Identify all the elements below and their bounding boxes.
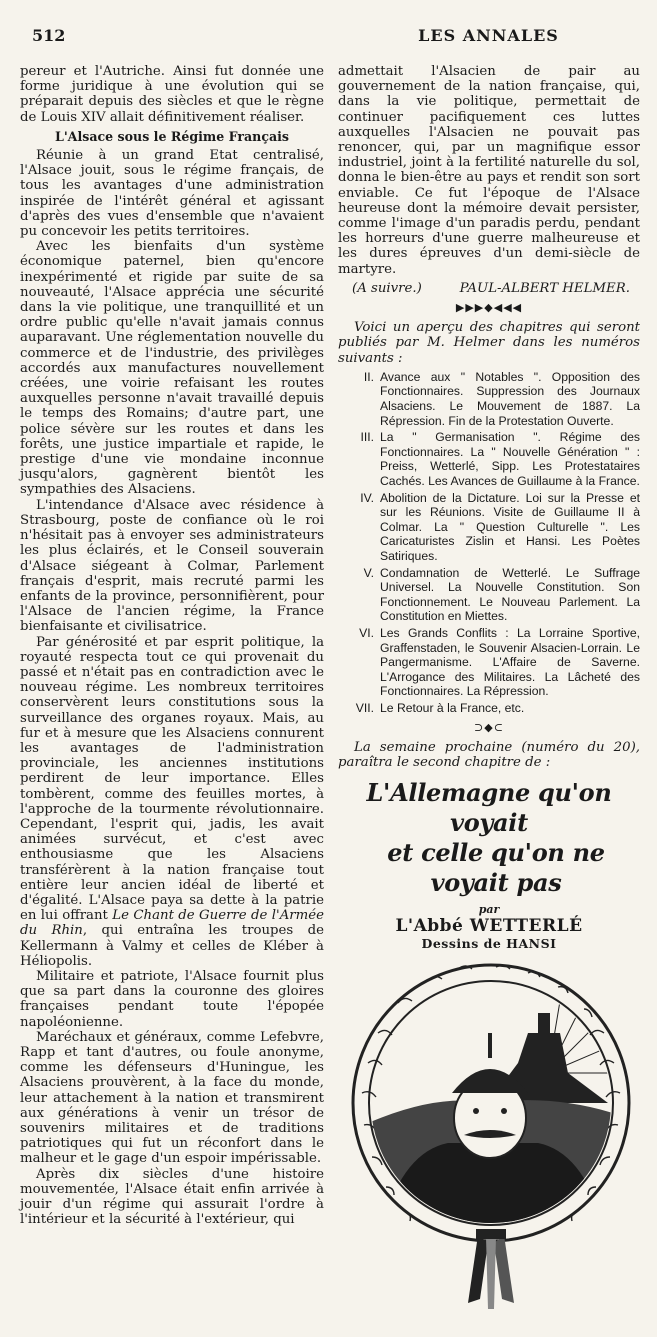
soldier-eye [473, 1108, 479, 1114]
song-title: Le Chant de Guerre de l'Armée du Rhin [20, 908, 324, 939]
by-label: par [478, 903, 500, 917]
chapter-list [338, 370, 640, 716]
chapter-item [338, 430, 640, 488]
section-title: L'Alsace sous le Régime Français [54, 128, 290, 144]
book-title-line-1: L'Allemagne qu'on voyait [366, 778, 612, 838]
paragraph [20, 635, 324, 969]
ornament-divider: ▶▶▶◆◀◀◀ [455, 301, 523, 315]
paragraph: L'intendance d'Alsace avec résidence à Strasbourg, poste de confiance où le roi n'hésitait pas à envoyer ses administrateurs les plus éclairés, et le Conseil souverain d'Alsace siégeant à Colmar, Parlement français d'esprit, mais recruté parmi les enfants de la province, personnifièrent, pour l'Alsace de l'ancien régime, la France bienfaisante et civilisatrice. [20, 497, 324, 635]
right-column [338, 64, 640, 951]
left-column [20, 64, 324, 1227]
journal-title: LES ANNALES [418, 26, 559, 45]
paragraph: Militaire et patriote, l'Alsace fournit plus que sa part dans la couronne des gloires françaises pendant toute l'épopée napoléonienne. [20, 968, 324, 1030]
chapter-text: Les Grands Conflits : La Lorraine Sportive, Graffenstaden, le Souvenir Alsacien-Lorrain. Le Pangermanisme. L'Affaire de Saverne. L'Arrogance des Militaires. La Lâcheté des Fonctionnaires. La Répression. [380, 625, 640, 699]
chapter-number: VI. [359, 625, 374, 640]
chapters-intro: Voici un aperçu des chapitres qui seront publiés par M. Helmer dans les numéros suivants : [338, 320, 640, 366]
chapter-number: IV. [360, 490, 374, 505]
ornament-divider-small: ⊃◆⊂ [474, 720, 504, 734]
chapter-text: Avance aux " Notables ". Opposition des Fonctionnaires. Suppression des Journaux Alsaciens. Le Mouvement de 1887. La Répression. Fin de la Protestation Ouverte. [380, 369, 640, 428]
chapter-text: Condamnation de Wetterlé. Le Suffrage Universel. La Nouvelle Constitution. Son Fonctionnement. Le Nouveau Parlement. La Constitution en Miettes. [380, 565, 640, 624]
book-title [338, 778, 640, 898]
page-header [22, 26, 635, 48]
chapter-item [338, 701, 640, 716]
chapter-item [338, 491, 640, 564]
illustrator-credit: Dessins de HANSI [421, 935, 557, 951]
paragraph: Maréchaux et généraux, comme Lefebvre, Rapp et tant d'autres, ou foule anonyme, comme les défenseurs d'Huningue, les Alsaciens prouvèrent, à la face du monde, leur attachement à la nation et transmirent aux générations à venir un trésor de souvenirs militaires et de traditions patriotiques qui fut un réconfort dans le malheur et le gage d'un espoir impérissable. [20, 1029, 324, 1167]
to-follow-note: (A suivre.) [352, 280, 422, 296]
wreath-illustration [338, 953, 644, 1331]
paragraph: pereur et l'Autriche. Ainsi fut donnée une forme juridique à une évolution qui se préparait depuis des siècles et que le règne de Louis XIV allait définitivement réaliser. [20, 64, 324, 125]
chapter-number: V. [363, 565, 374, 580]
paragraph: Après dix siècles d'une histoire mouvementée, l'Alsace était enfin arrivée à jouir d'un régime qui assurait l'ordre à l'intérieur et la sécurité à l'extérieur, qui [20, 1166, 324, 1228]
chapter-text: Abolition de la Dictature. Loi sur la Presse et sur les Réunions. Visite de Guillaume II à Colmar. La " Question Culturelle ". Les Caricaturistes Zislin et Hansi. Les Poètes Satiriques. [380, 490, 640, 563]
page-number: 512 [32, 26, 66, 45]
book-author: L'Abbé WETTERLÉ [395, 916, 583, 937]
paragraph-text: , qui entraîna les troupes de Kellermann à Valmy et celles de Kléber à Héliopolis. [20, 923, 325, 969]
chapter-text: La " Germanisation ". Régime des Fonctionnaires. La " Nouvelle Génération " : Preiss, Wetterlé, Sipp. Les Protestataires Cachés. Les Avances de Guillaume à la France. [380, 430, 640, 489]
paragraph: admettait l'Alsacien de pair au gouvernement de la nation française, qui, dans la vie politique, permettait de continuer pacifiquement ces luttes auxquelles l'Alsacien ne pouvait pas renoncer, qui, par un magnifique essor industriel, joint à la fertilité naturelle du sol, donna le bien-être au pays et rendit son sort enviable. Ce fut l'époque de l'Alsace heureuse dont la mémoire devait persister, comme l'image d'un paradis perdu, pendant les horreurs d'une guerre malheureuse et les dures épreuves d'un demi-siècle de martyre. [338, 64, 640, 277]
paragraph-text: Par générosité et par esprit politique, la royauté respecta tout ce qui provenait du passé et n'était pas en contradiction avec le nouveau régime. Les nombreux territoires conservèrent leurs constitutions sous la surveillance des organes royaux. Mais, au fur et à mesure que les Alsaciens connurent les avantages de l'administration provinciale, les anciennes institutions perdirent de leur importance. Elles tombèrent, comme des feuilles mortes, à l'approche de la tourmente révolutionnaire. Cependant, l'esprit qui, jadis, les avait animées survécut, et c'est avec enthousiasme que les Alsaciens transférèrent à la nation française tout entière leur ancien idéal de liberté et d'égalité. L'Alsace paya sa dette à la patrie en lui offrant [20, 634, 324, 924]
next-week-note: La semaine prochaine (numéro du 20), paraîtra le second chapitre de : [338, 739, 640, 770]
chapter-text: Le Retour à la France, etc. [380, 700, 525, 715]
chapter-number: II. [363, 369, 374, 384]
chapter-item [338, 626, 640, 699]
chapter-item [338, 566, 640, 624]
soldier-eye [501, 1108, 507, 1114]
signature-line [338, 281, 640, 296]
paragraph: Avec les bienfaits d'un système économique paternel, bien qu'encore inexpérimenté et rigide par suite de sa nouveauté, l'Alsace apprécia une sécurité dans la vie politique, une tranquillité et un ordre public qu'elle n'avait jamais connus auparavant. Une réglementation nouvelle du commerce et de l'industrie, des privilèges accordés aux manufactures nouvellement créées, une voirie refaisant les routes auxquelles personne n'avait travaillé depuis le temps des Romains; d'autre part, une police sévère sur les routes et dans les forêts, une justice impartiale et rapide, le prestige d'une vie mondaine inconnue jusqu'alors, gagnèrent bientôt les sympathies des Alsaciens. [20, 239, 324, 498]
author-signature: PAUL-ALBERT HELMER. [459, 280, 630, 296]
soldier-in-wreath-drawing [338, 953, 644, 1331]
chapter-number: III. [360, 430, 374, 445]
chapter-number: VII. [355, 700, 374, 715]
chapter-item [338, 370, 640, 428]
book-title-line-2: et celle qu'on ne voyait pas [387, 838, 605, 898]
paragraph: Réunie à un grand Etat centralisé, l'Alsace jouit, sous le régime français, de tous les avantages d'une administration inspirée de l'intérêt général et agissant d'après des vues d'ensemble que n'avaient pu concevoir les petits territoires. [20, 148, 324, 240]
